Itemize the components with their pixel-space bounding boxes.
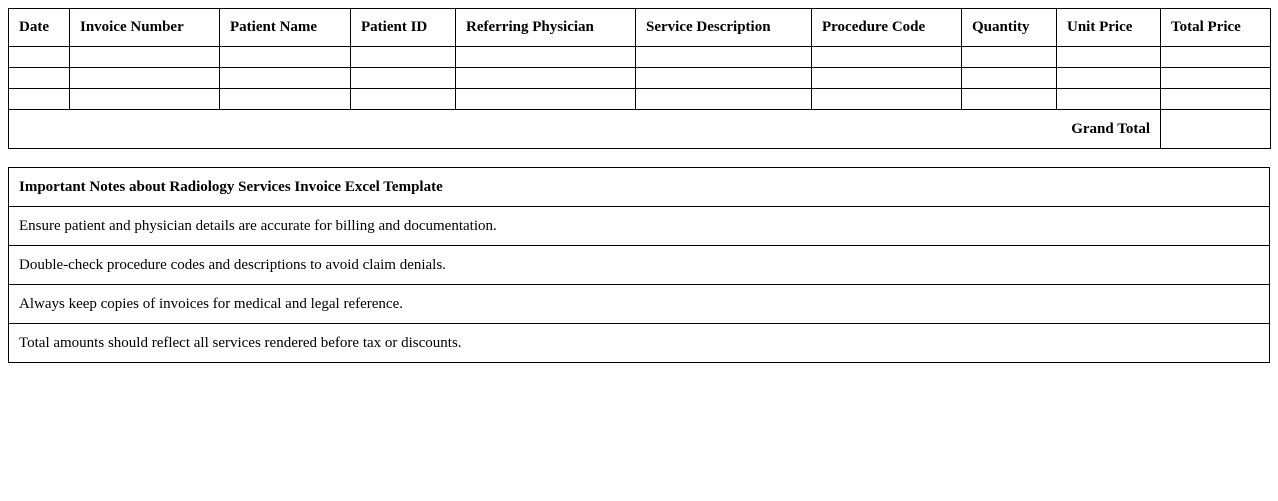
page-content (8, 8, 1270, 363)
column-header-date: Date (9, 9, 70, 47)
table-cell[interactable] (70, 47, 220, 68)
table-cell[interactable] (1057, 68, 1161, 89)
table-cell[interactable] (1161, 68, 1271, 89)
note-item: Always keep copies of invoices for medical and legal reference. (9, 285, 1270, 324)
table-cell[interactable] (636, 89, 812, 110)
note-item: Total amounts should reflect all services rendered before tax or discounts. (9, 324, 1270, 363)
note-row (9, 285, 1270, 324)
notes-title: Important Notes about Radiology Services Invoice Excel Template (9, 168, 1270, 207)
grand-total-value[interactable] (1161, 110, 1271, 149)
table-cell[interactable] (1161, 47, 1271, 68)
table-cell[interactable] (351, 68, 456, 89)
column-header-quantity: Quantity (962, 9, 1057, 47)
note-row (9, 324, 1270, 363)
table-cell[interactable] (220, 89, 351, 110)
note-row (9, 207, 1270, 246)
table-cell[interactable] (220, 47, 351, 68)
table-cell[interactable] (456, 68, 636, 89)
column-header-invoice-number: Invoice Number (70, 9, 220, 47)
table-cell[interactable] (70, 89, 220, 110)
column-header-total-price: Total Price (1161, 9, 1271, 47)
table-cell[interactable] (962, 47, 1057, 68)
table-cell[interactable] (1057, 47, 1161, 68)
table-cell[interactable] (1161, 89, 1271, 110)
table-cell[interactable] (70, 68, 220, 89)
grand-total-label: Grand Total (9, 110, 1161, 149)
table-cell[interactable] (962, 89, 1057, 110)
column-header-referring-physician: Referring Physician (456, 9, 636, 47)
note-item: Double-check procedure codes and descriptions to avoid claim denials. (9, 246, 1270, 285)
table-cell[interactable] (1057, 89, 1161, 110)
column-header-service-description: Service Description (636, 9, 812, 47)
table-cell[interactable] (351, 89, 456, 110)
column-header-unit-price: Unit Price (1057, 9, 1161, 47)
table-cell[interactable] (636, 68, 812, 89)
column-header-patient-id: Patient ID (351, 9, 456, 47)
note-row (9, 246, 1270, 285)
column-header-patient-name: Patient Name (220, 9, 351, 47)
table-cell[interactable] (9, 47, 70, 68)
invoice-table (8, 8, 1271, 149)
note-item: Ensure patient and physician details are accurate for billing and documentation. (9, 207, 1270, 246)
invoice-header-row (9, 9, 1271, 47)
table-cell[interactable] (962, 68, 1057, 89)
grand-total-row (9, 110, 1271, 149)
table-cell[interactable] (456, 89, 636, 110)
table-cell[interactable] (812, 89, 962, 110)
table-row (9, 89, 1271, 110)
table-cell[interactable] (812, 68, 962, 89)
table-row (9, 68, 1271, 89)
table-cell[interactable] (9, 68, 70, 89)
notes-title-row (9, 168, 1270, 207)
table-cell[interactable] (220, 68, 351, 89)
notes-table (8, 167, 1270, 363)
table-row (9, 47, 1271, 68)
table-cell[interactable] (812, 47, 962, 68)
table-cell[interactable] (9, 89, 70, 110)
column-header-procedure-code: Procedure Code (812, 9, 962, 47)
table-cell[interactable] (636, 47, 812, 68)
table-cell[interactable] (456, 47, 636, 68)
table-cell[interactable] (351, 47, 456, 68)
